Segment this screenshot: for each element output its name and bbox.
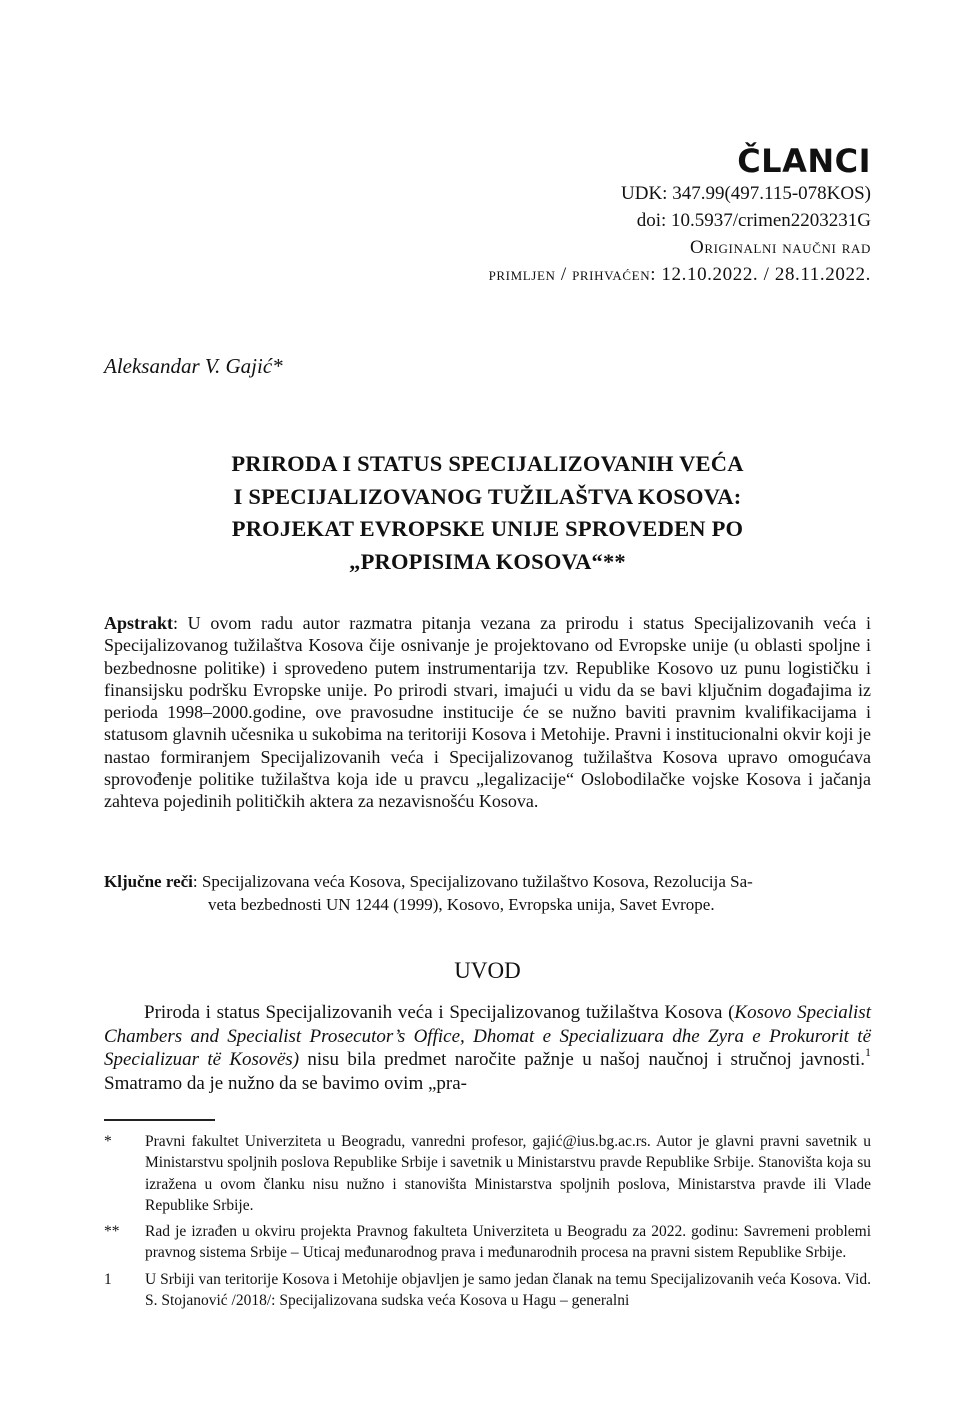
footnote-text: Rad je izrađen u okviru projekta Pravnog fakulteta Univerziteta u Beogradu za 2022. godinu: Savremeni problemi pravnog sistema Srbije – Uticaj međunarodnog prava i međunarodnih procesa na pravni sistem Republike Srbije. [145,1223,871,1262]
body-paragraph [104,1001,871,1095]
footnote [104,1131,871,1216]
article-title [104,448,871,578]
keywords-text-line1: : Specijalizovana veća Kosova, Specijalizovano tužilaštvo Kosova, Rezolucija Sa- [192,872,753,891]
footnote-text: Pravni fakultet Univerziteta u Beogradu, vanredni profesor, gajić@ius.bg.ac.rs. Autor je glavni pravni savetnik u Ministarstvu spoljnih poslova Republike Srbije i savetnik u Ministarstvu pravde Republike Srbije. Stanovišta koja su izražena u ovom članku nisu nužno i stanovišta Ministarstva spoljnih poslova, Ministarstva pravde ili Vlade Republike Srbije. [145,1133,871,1214]
doi: doi: 10.5937/crimen2203231G [636,210,871,231]
title-line: PROJEKAT EVROPSKE UNIJE SPROVEDEN PO [231,516,744,541]
footnote-mark: ** [104,1223,120,1241]
section-heading: UVOD [454,958,521,983]
footnote [104,1269,871,1312]
footnote-text: U Srbiji van teritorije Kosova i Metohije objavljen je samo jedan članak na temu Specijalizovanih veća Kosova. Vid. S. Stojanović /2018/: Specijalizovana sudska veća Kosova u Hagu – generalni [145,1270,871,1310]
abstract-text: : U ovom radu autor razmatra pitanja vezana za prirodu i status Specijalizovanih veća i Specijalizovanog tužilaštva Kosova čije osnivanje je projektovano od Evropske unije (u oblasti spoljne i bezbednosne politike) i sprovedeno putem instrumentarija tzv. Republike Kosovo uz punu logističku i finansijsku podršku Evropske unije. Po prirodi stvari, imajući u vidu da se bavi ključnim događajima iz perioda 1998–2000.godine, ove pravosudne institucije će se nužno baviti pravnim kvalifikacijama i statusom glavnih učesnika u sukobima na teritoriji Kosova i Metohije. Pravni i institucionalni okvir koji je nastao formiranjem Specijalizovanih veća i Specijalizovanog tužilaštva Kosova upravo omogućava sprovođenje politike tužilaštva koja ide u pravcu „legalizacije“ Oslobodilačke vojske Kosova i jačanja zahteva pojedinih političkih aktera za nezavisnošću Kosova. [104,613,871,812]
udk-code: UDK: 347.99(497.115-078KOS) [621,183,871,204]
keywords-text-line2: veta bezbednosti UN 1244 (1999), Kosovo, Evropska unija, Savet Evrope. [208,895,715,914]
footnote-reference[interactable]: 1 [865,1045,871,1059]
section-label: ČLANCI [737,142,871,180]
abstract-label: Apstrakt [104,613,174,633]
title-line: PRIRODA I STATUS SPECIJALIZOVANIH VEĆA [231,451,744,476]
paragraph-text: Priroda i status Specijalizovanih veća i Specijalizovanog tužilaštva Kosova ( [144,1002,735,1023]
article-type: Originalni naučni rad [690,237,871,258]
paragraph-text: Smatramo da je nužno da se bavimo ovim „pra- [104,1072,468,1094]
article-header [489,142,871,288]
footnote-separator [104,1119,215,1121]
received-accepted-dates: primljen / prihvaćen: 12.10.2022. / 28.11.2022. [488,264,871,285]
footnote-mark: * [104,1133,112,1150]
footnote-mark: 1 [104,1270,112,1288]
title-line: I SPECIJALIZOVANOG TUŽILAŠTVA KOSOVA: [233,483,742,509]
footnote [104,1221,871,1264]
paragraph-text: nisu bila predmet naročite pažnje u našoj naučnoj i stručnoj javnosti. [299,1049,865,1070]
abstract [104,612,871,813]
footnotes [104,1131,871,1316]
keywords-label: Ključne reči [104,872,193,891]
title-line: „PROPISIMA KOSOVA“** [349,548,626,574]
author-name: Aleksandar V. Gajić* [104,354,283,378]
keywords [104,870,871,916]
paragraph-italic-text: Kosovo Specialist Chambers and Specialist Prosecutor’s Office, Dhomat e Specializuara dhe Zyra e Prokurorit të Specializuar të Kosovës) [104,1002,871,1070]
